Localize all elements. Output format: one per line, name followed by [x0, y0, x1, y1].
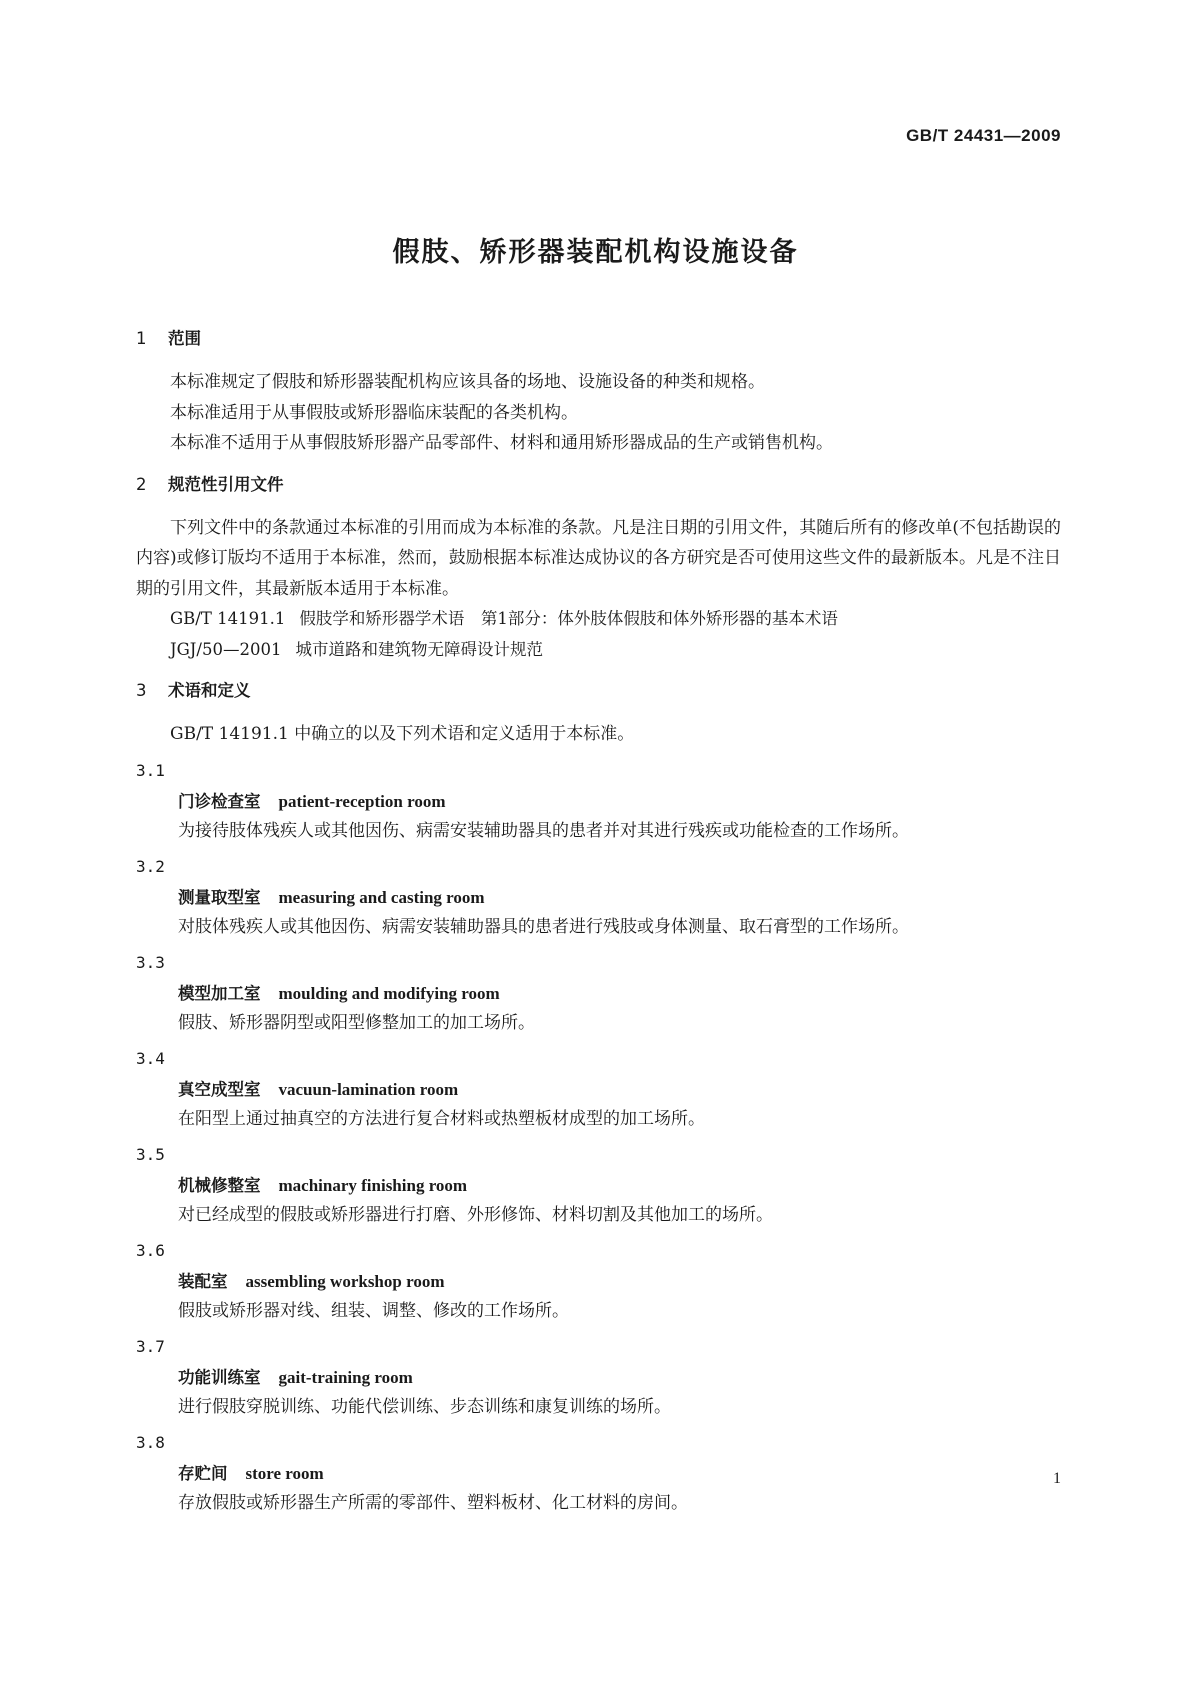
reference-title: 城市道路和建筑物无障碍设计规范 — [295, 639, 543, 659]
paragraph: 下列文件中的条款通过本标准的引用而成为本标准的条款。凡是注日期的引用文件，其随后所有的修改单(不包括勘误的内容)或修订版均不适用于本标准，然而，鼓励根据本标准达成协议的各方研究是否可使用这些文件的最新版本。凡是不注日期的引用文件，其最新版本适用于本标准。 — [136, 517, 1061, 599]
term-english: moulding and modifying room — [278, 983, 500, 1003]
section-number: 2 — [136, 474, 147, 494]
reference-code: JGJ/50—2001 — [170, 639, 282, 659]
term-entry — [136, 946, 1061, 1038]
page-title: 假肢、矫形器装配机构设施设备 — [392, 237, 799, 268]
term-english: vacuun-lamination room — [278, 1079, 459, 1099]
term-name — [136, 980, 1061, 1008]
term-name — [136, 1076, 1061, 1104]
term-chinese: 装配室 — [178, 1271, 228, 1291]
term-number: 3.2 — [136, 856, 165, 876]
standard-code: GB/T 24431—2009 — [906, 126, 1061, 145]
term-english: machinary finishing room — [278, 1175, 468, 1195]
term-number: 3.7 — [136, 1336, 165, 1356]
term-number: 3.3 — [136, 952, 165, 972]
term-entry — [136, 1330, 1061, 1422]
term-name — [136, 1364, 1061, 1392]
document-body — [136, 325, 1061, 1518]
term-definition: 对肢体残疾人或其他因伤、病需安装辅助器具的患者进行残肢或身体测量、取石膏型的工作场所。 — [178, 916, 909, 937]
term-chinese: 存贮间 — [178, 1463, 228, 1483]
term-entry — [136, 1234, 1061, 1326]
term-english: assembling workshop room — [245, 1271, 445, 1291]
term-definition: 对已经成型的假肢或矫形器进行打磨、外形修饰、材料切割及其他加工的场所。 — [178, 1204, 773, 1225]
section-title: 范围 — [168, 329, 201, 348]
paragraph: 本标准不适用于从事假肢矫形器产品零部件、材料和通用矫形器成品的生产或销售机构。 — [170, 433, 833, 453]
paragraph: 本标准规定了假肢和矫形器装配机构应该具备的场地、设施设备的种类和规格。 — [170, 372, 765, 392]
section-number: 3 — [136, 681, 147, 700]
page-number: 1 — [1053, 1470, 1061, 1487]
section-title: 术语和定义 — [168, 681, 251, 700]
term-number: 3.5 — [136, 1144, 165, 1164]
term-chinese: 测量取型室 — [178, 887, 261, 907]
term-name — [136, 884, 1061, 912]
reference-title: 假肢学和矫形器学术语 第1部分：体外肢体假肢和体外矫形器的基本术语 — [299, 609, 838, 628]
term-chinese: 真空成型室 — [178, 1079, 261, 1099]
term-chinese: 功能训练室 — [178, 1367, 261, 1387]
term-english: gait-training room — [278, 1367, 413, 1387]
section-heading-scope — [136, 325, 1061, 353]
term-english: store room — [245, 1463, 324, 1483]
term-number: 3.1 — [136, 760, 165, 780]
term-definition: 存放假肢或矫形器生产所需的零部件、塑料板材、化工材料的房间。 — [178, 1492, 688, 1513]
term-definition: 为接待肢体残疾人或其他因伤、病需安装辅助器具的患者并对其进行残疾或功能检查的工作场所。 — [178, 820, 909, 841]
term-name — [136, 1460, 1061, 1488]
section-heading-terms-definitions — [136, 677, 1061, 705]
term-definition: 假肢、矫形器阴型或阳型修整加工的加工场所。 — [178, 1012, 535, 1033]
section-heading-normative-references — [136, 471, 1061, 499]
reference-item — [136, 604, 1061, 635]
term-number: 3.8 — [136, 1432, 165, 1452]
term-entry — [136, 850, 1061, 942]
term-entry — [136, 1426, 1061, 1518]
term-definition: 在阳型上通过抽真空的方法进行复合材料或热塑板材成型的加工场所。 — [178, 1108, 705, 1129]
term-english: measuring and casting room — [278, 887, 485, 907]
term-chinese: 模型加工室 — [178, 983, 261, 1003]
term-name — [136, 1172, 1061, 1200]
term-chinese: 机械修整室 — [178, 1175, 261, 1195]
section-number: 1 — [136, 329, 147, 348]
term-english: patient-reception room — [278, 791, 446, 811]
reference-item — [136, 635, 1061, 666]
section-title: 规范性引用文件 — [168, 474, 284, 494]
paragraph: GB/T 14191.1 中确立的以及下列术语和定义适用于本标准。 — [170, 724, 635, 744]
term-entry — [136, 754, 1061, 846]
term-number: 3.6 — [136, 1240, 165, 1260]
term-definition: 进行假肢穿脱训练、功能代偿训练、步态训练和康复训练的场所。 — [178, 1396, 671, 1417]
term-entry — [136, 1138, 1061, 1230]
paragraph: 本标准适用于从事假肢或矫形器临床装配的各类机构。 — [170, 402, 578, 423]
term-name — [136, 788, 1061, 816]
term-number: 3.4 — [136, 1048, 165, 1068]
term-name — [136, 1268, 1061, 1296]
term-chinese: 门诊检查室 — [178, 791, 261, 811]
term-entry — [136, 1042, 1061, 1134]
reference-code: GB/T 14191.1 — [170, 609, 286, 628]
term-definition: 假肢或矫形器对线、组装、调整、修改的工作场所。 — [178, 1300, 569, 1321]
